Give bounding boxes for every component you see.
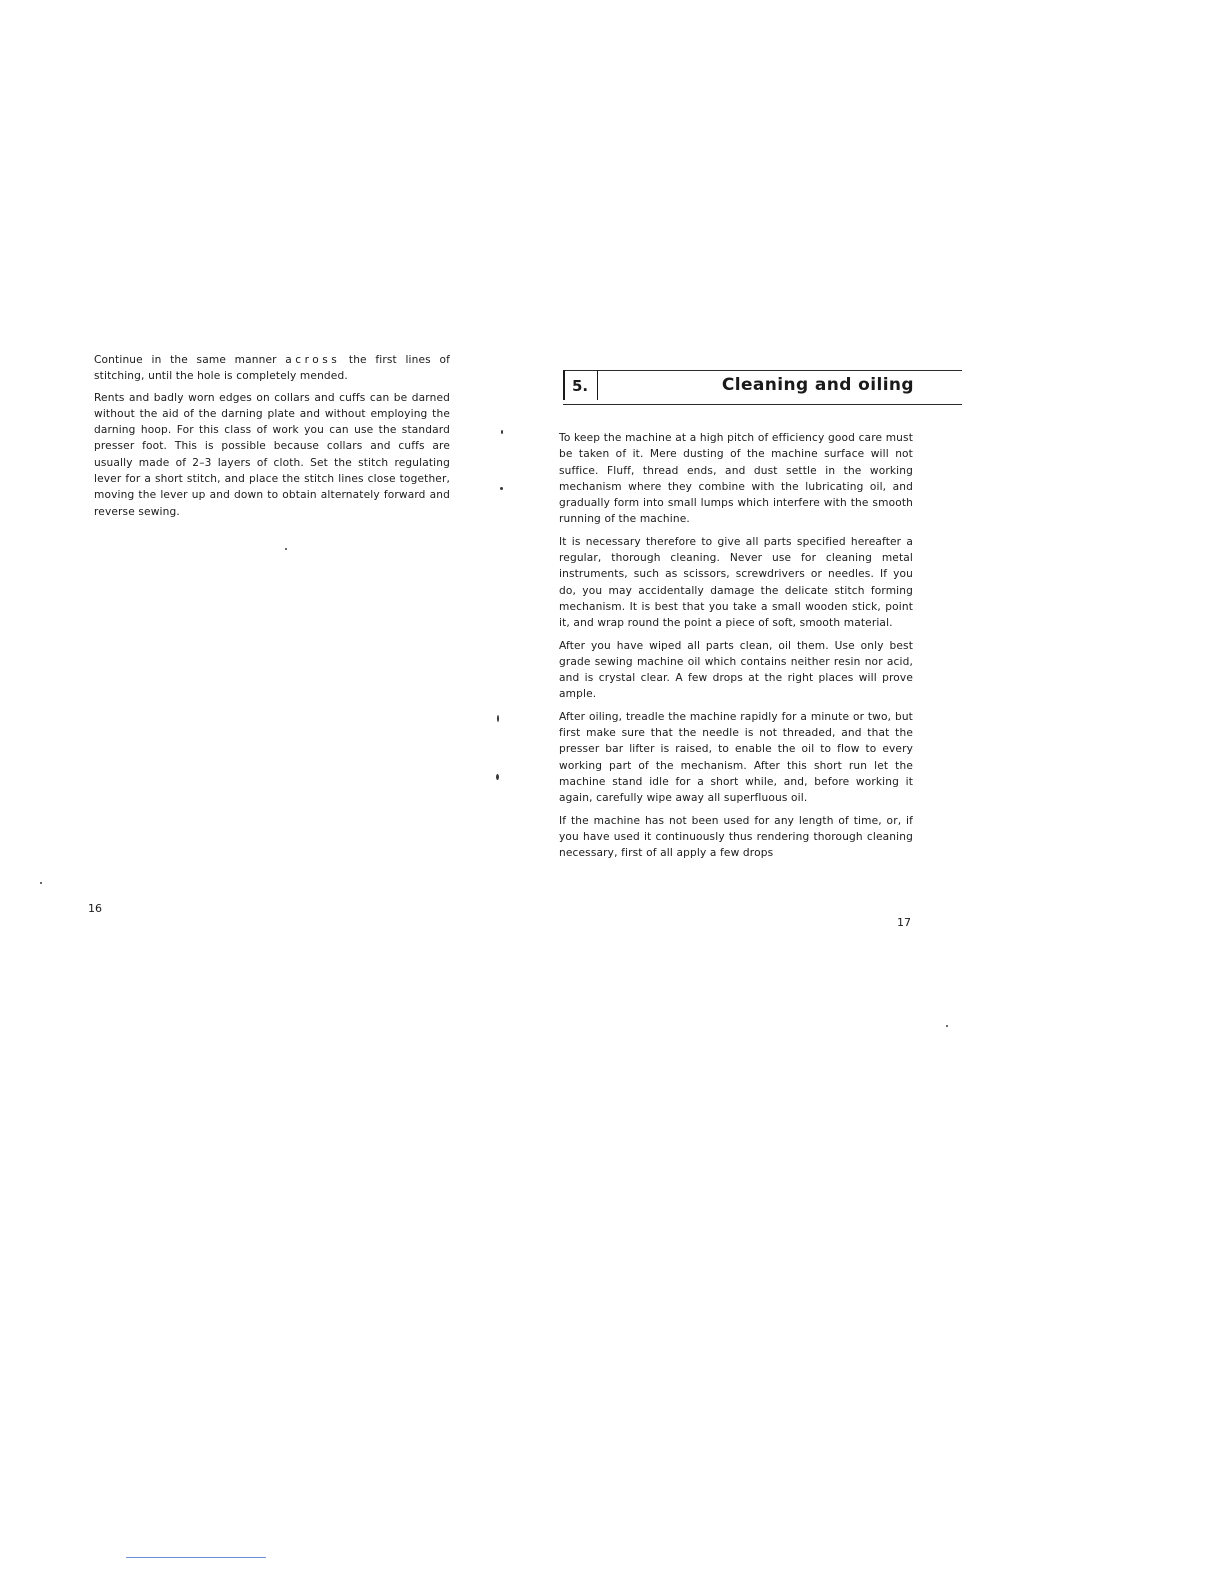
right-page-body — [556, 364, 962, 867]
left-paragraph-1 — [94, 352, 450, 385]
scan-speck — [497, 715, 499, 722]
scan-speck — [40, 882, 42, 884]
right-paragraph-1: To keep the machine at a high pitch of efficiency good care must be taken of it. Mere dusting of the machine surface will not suffice. Fluff, thread ends, and dust settle in the working mechanism where they combine with the lubricating oil, and gradually form into small lumps which interfere with the smooth running of the machine. — [559, 432, 913, 526]
right-paragraph-5: If the machine has not been used for any length of time, or, if you have used it continuously thus rendering thorough cleaning necessary, first of all apply a few drops — [559, 814, 913, 860]
right-paragraph-2: It is necessary therefore to give all parts specified hereafter a regular, thorough cleaning. Never use for cleaning metal instruments, such as scissors, screwdrivers or needles. If you do, you may accidentally damage the delicate stitch forming mechanism. It is best that you take a small wooden stick, point it, and wrap round the point a piece of soft, smooth material. — [559, 535, 913, 630]
right-page-number: 17 — [897, 916, 911, 929]
header-rule-bottom — [563, 404, 962, 405]
scan-speck — [496, 774, 499, 780]
scan-edge-line — [126, 1557, 266, 1558]
scan-speck — [946, 1025, 948, 1027]
scan-speck — [285, 548, 287, 550]
right-text-column — [556, 430, 913, 861]
left-paragraph-2: Rents and badly worn edges on collars and cuffs can be darned without the aid of the darning plate and without employing the darning hoop. For this class of work you can use the standard presser foot. This is possible because collars and cuffs are usually made of 2–3 layers of cloth. Set the stitch regulating lever for a short stitch, and place the stitch lines close together, moving the lever up and down to obtain alternately forward and reverse sewing. — [94, 391, 450, 518]
section-header — [559, 364, 962, 406]
left-paragraph-1-end: the first lines of stitching, until the hole is completely mended. — [94, 354, 450, 383]
left-paragraph-1-spaced-word: across — [285, 354, 341, 366]
section-title: Cleaning and oiling — [721, 375, 914, 395]
right-paragraph-4: After oiling, treadle the machine rapidly for a minute or two, but first make sure that the needle is not threaded, and that the presser bar lifter is raised, to enable the oil to flow to every working part of the mechanism. After this short run let the machine stand idle for a short while, and, before working it again, carefully wipe away all superfluous oil. — [559, 710, 913, 805]
left-paragraph-1-start: Continue in the same manner — [94, 354, 286, 366]
left-page-number: 16 — [88, 902, 102, 915]
scan-speck — [500, 487, 503, 490]
section-number: 5. — [572, 377, 589, 395]
left-page-body — [88, 352, 450, 526]
scan-speck — [501, 430, 503, 434]
header-rule-top — [563, 370, 962, 371]
right-paragraph-3: After you have wiped all parts clean, oil them. Use only best grade sewing machine oil which contains neither resin nor acid, and is crystal clear. A few drops at the right places will prove ample. — [559, 639, 913, 701]
